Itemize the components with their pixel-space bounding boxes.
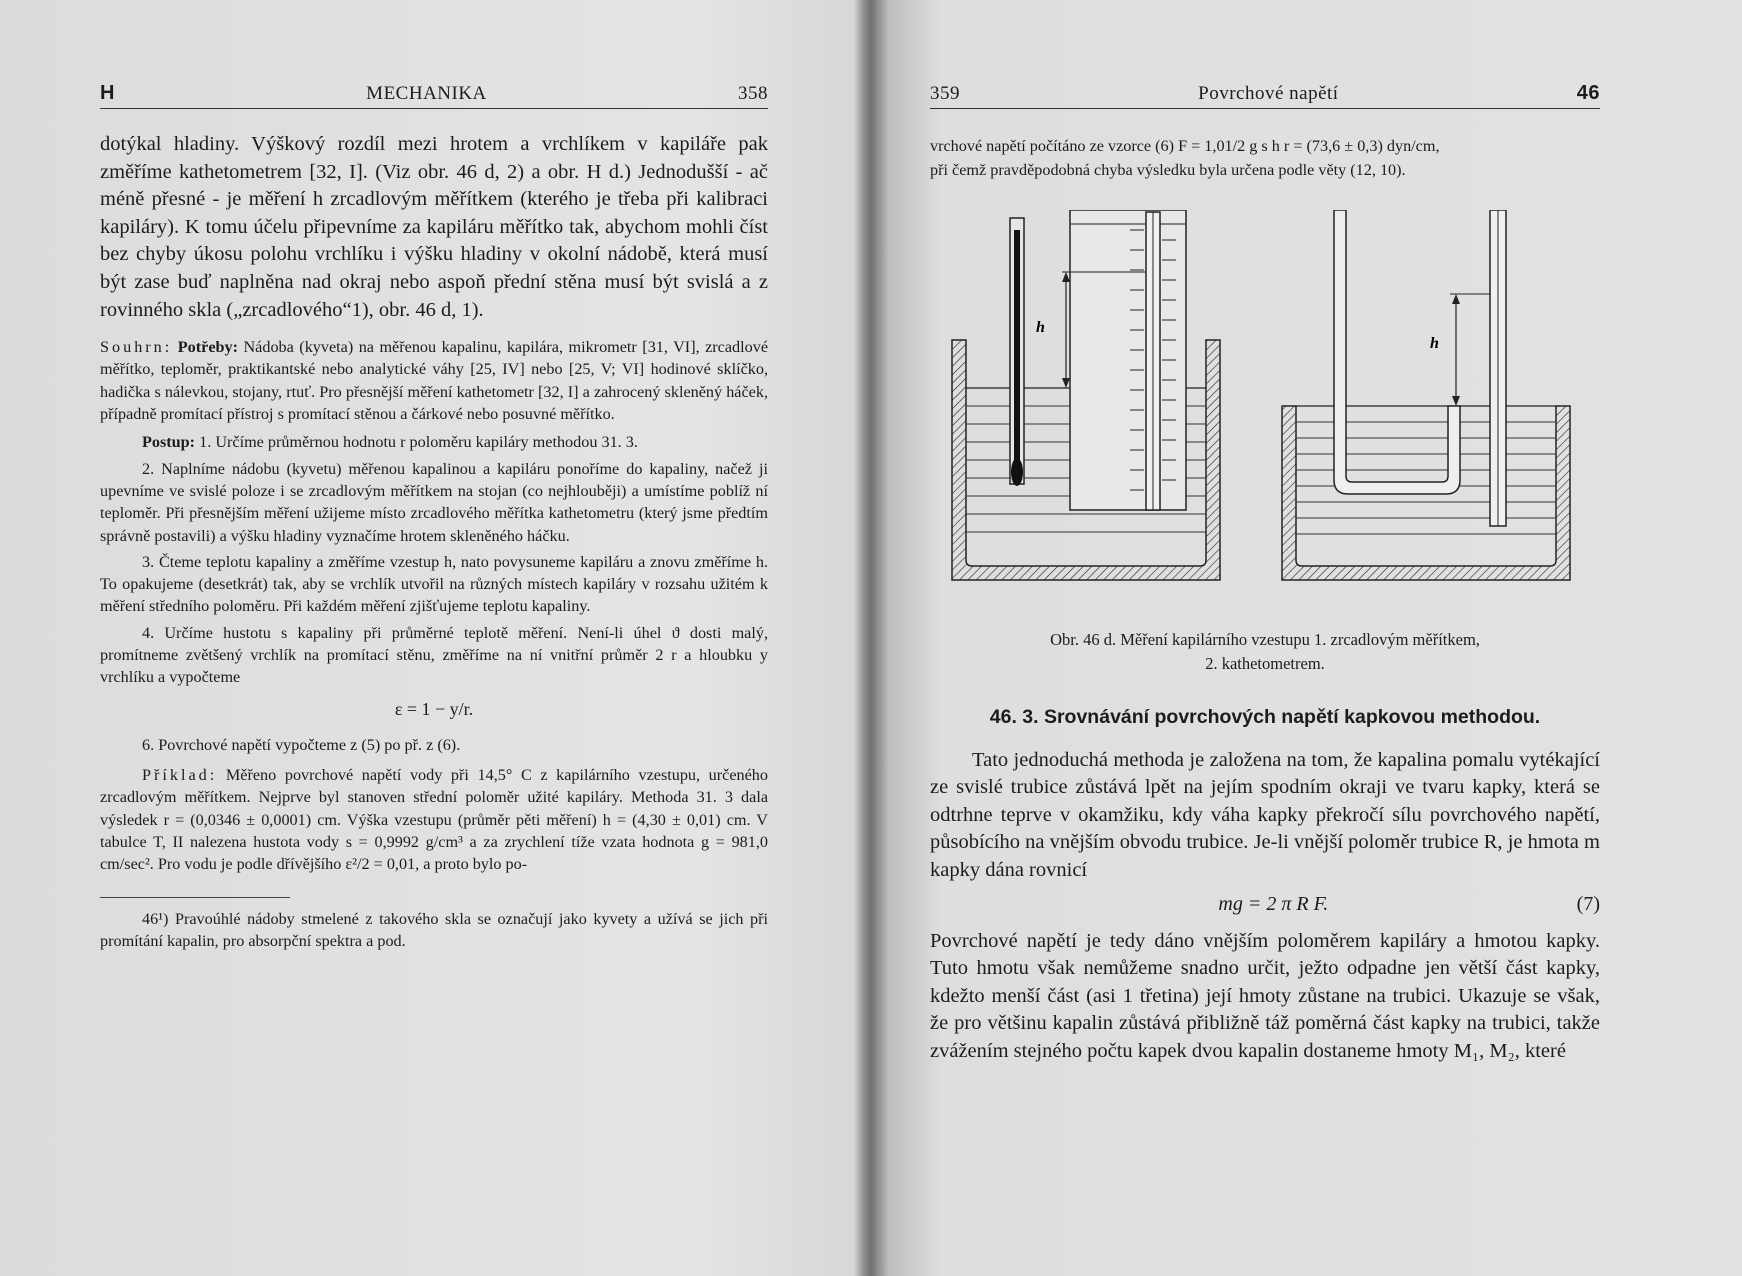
text-line: při čemž pravděpodobná chyba výsledku byla určena podle věty (12, 10). [930,161,1406,180]
postup-label: Postup: [142,433,196,452]
paragraph: dotýkal hladiny. Výškový rozdíl mezi hrotem a vrchlíkem v kapiláře pak změříme kathetometrem [32, I]. (Viz obr. 46 d, 2) a obr. H d.) Jednodušší - ač méně přesné - je měření h zrcadlovým měřítkem (kterého je třeba při kalibraci kapiláry). K tomu účelu připevníme za kapiláru měřítko tak, abychom mohli číst bez chyby úkosu polohu vrchlíku i výšku hladiny v okolní nádobě, která musí být zase buď naplněna nad okraj nebo aspoň přední stěna musí být svislá a z rovinného skla („zrcadlového“1), obr. 46 d, 1). [100,133,768,321]
figure-label-h2: h [1430,334,1439,352]
step-1-text: 1. Určíme průměrnou hodnotu r poloměru kapiláry methodou 31. 3. [199,433,638,452]
left-page [0,0,860,1276]
caption-line-2: 2. kathetometrem. [1205,653,1325,673]
souhrn-paragraph [100,336,768,425]
paragraph: Povrchové napětí je tedy dáno vnějším poloměrem kapiláry a hmotou kapky. Tuto hmotu však nemůžeme snadno určit, ježto odpadne jen větší část kapky, kdežto menší část (asi 1 třetina) její hmoty zůstane na trubici. Ukazuje se však, že pro většinu kapalin zůstává přibližně táž poměrná část kapky na trubici, takže zvážením stejného počtu kapek dvou kapalin dostaneme hmoty M₁, M₂, které [930,929,1600,1062]
potreby-label: Potřeby: [177,338,238,357]
vessel-kathetometer [1282,210,1570,580]
formula-line: vrchové napětí počítáno ze vzorce (6) F = 1,01/2 g s h r = (73,6 ± 0,3) dyn/cm, [930,137,1440,155]
priklad-paragraph [100,764,768,875]
page-number: 359 [930,83,960,104]
step-3: 3. Čteme teplotu kapaliny a změříme vzestup h, nato povysuneme kapiláru a znovu změříme h. To opakujeme (desetkrát) tak, aby se vrchlík utvořil na různých místech kapiláry v rozsahu užitém k měření středního poloměru. Při každém měření zjišťujeme teplotu kapaliny. [100,552,768,616]
priklad-label: Příklad: [142,765,218,784]
right-page [880,0,1742,1276]
step-4: 4. Určíme hustotu s kapaliny při průměrné teplotě měření. Není-li úhel ϑ dosti malý, promítneme zvětšený vrchlík na promítací stěnu, změříme na ní vnitřní průměr 2 r a hloubku y vrchlíku a vypočteme [100,623,768,687]
priklad-text: Měřeno povrchové napětí vody při 14,5° C z kapilárního vzestupu, určeného zrcadlovým měřítkem. Nejprve byl stanoven střední poloměr užité kapiláry. Methoda 31. 3 dala výsledek r = (0,0346 ± 0,0001) cm. Výška vzestupu (průměr pěti měření) h = (4,30 ± 0,01) cm. V tabulce T, II nalezena hustota vody s = 0,9992 g/cm³ a za zrychlení tíže vzata hodnota g = 981,0 cm/sec². Pro vodu je podle dřívějšího ε²/2 = 0,01, a proto bylo po- [100,765,768,874]
equation-7-text: mg = 2 π R F. [1218,892,1329,915]
header-section-number: 46 [1576,82,1600,104]
footnote: 46¹) Pravoúhlé nádoby stmelené z takového skla se označují jako kyvety a užívá se jich při promítání kapalin, pro absorpční spektra a pod. [100,910,768,951]
figure-label-h1: h [1036,318,1045,336]
running-header-left [100,82,768,109]
potreby-text: Nádoba (kyveta) na měřenou kapalinu, kapilára, mikrometr [31, VI], zrcadlové měřítko, teploměr, praktikantské nebo analytické váhy [25, IV] nebo [25, V; VI] hodinové sklíčko, hadička s nálevkou, stojany, rtuť. Pro přesnější měření kathetometr [32, I] a zahrocený skleněný háček, případně promítací přístroj s promítací stěnou a čárkové nebo posuvné měřítko. [100,338,769,424]
header-title: Povrchové napětí [1198,83,1339,104]
caption-line-1: Obr. 46 d. Měření kapilárního vzestupu 1. zrcadlovým měřítkem, [1050,629,1480,649]
page-number: 358 [738,83,768,104]
souhrn-label: Souhrn: [100,338,173,357]
step-6: 6. Povrchové napětí vypočteme z (5) po př. z (6). [142,735,461,754]
footnote-rule [100,897,290,898]
figure-caption [930,628,1600,676]
header-title: MECHANIKA [366,83,487,104]
figure-illustration [930,210,1600,620]
vessel-mirror-scale [952,210,1220,580]
running-header-right [930,82,1600,109]
figure-capillary-rise [930,210,1600,620]
header-section-letter: H [100,82,115,104]
equation: ε = 1 − y/r. [394,698,474,719]
equation-7 [930,893,1600,916]
paragraph: Tato jednoduchá methoda je založena na tom, že kapalina pomalu vytékající ze svislé trubice zůstává lpět na jejím spodním okraji ve tvaru kapky, která se odtrhne teprve v okamžiku, kdy váha kapky překročí sílu povrchového napětí, působícího na vnějším obvodu trubice. Je-li vnější poloměr trubice R, je hmota m kapky dána rovnicí [930,748,1600,881]
equation-7-number: (7) [1576,892,1600,915]
section-heading: 46. 3. Srovnávání povrchových napětí kapkovou methodou. [989,705,1541,728]
step-1 [100,431,768,453]
step-2: 2. Naplníme nádobu (kyvetu) měřenou kapalinou a kapiláru ponoříme do kapaliny, načež ji upevníme ve svislé poloze i se zrcadlovým měřítkem na stojan (co nejhlouběji) a umístíme poblíž ní teploměr. Při přesnějším měření užijeme místo zrcadlového měřítka kathetometru (který jsme předtím správně postavili) a výšku hladiny vyznačíme hrotem skleněného háčku. [100,459,768,545]
